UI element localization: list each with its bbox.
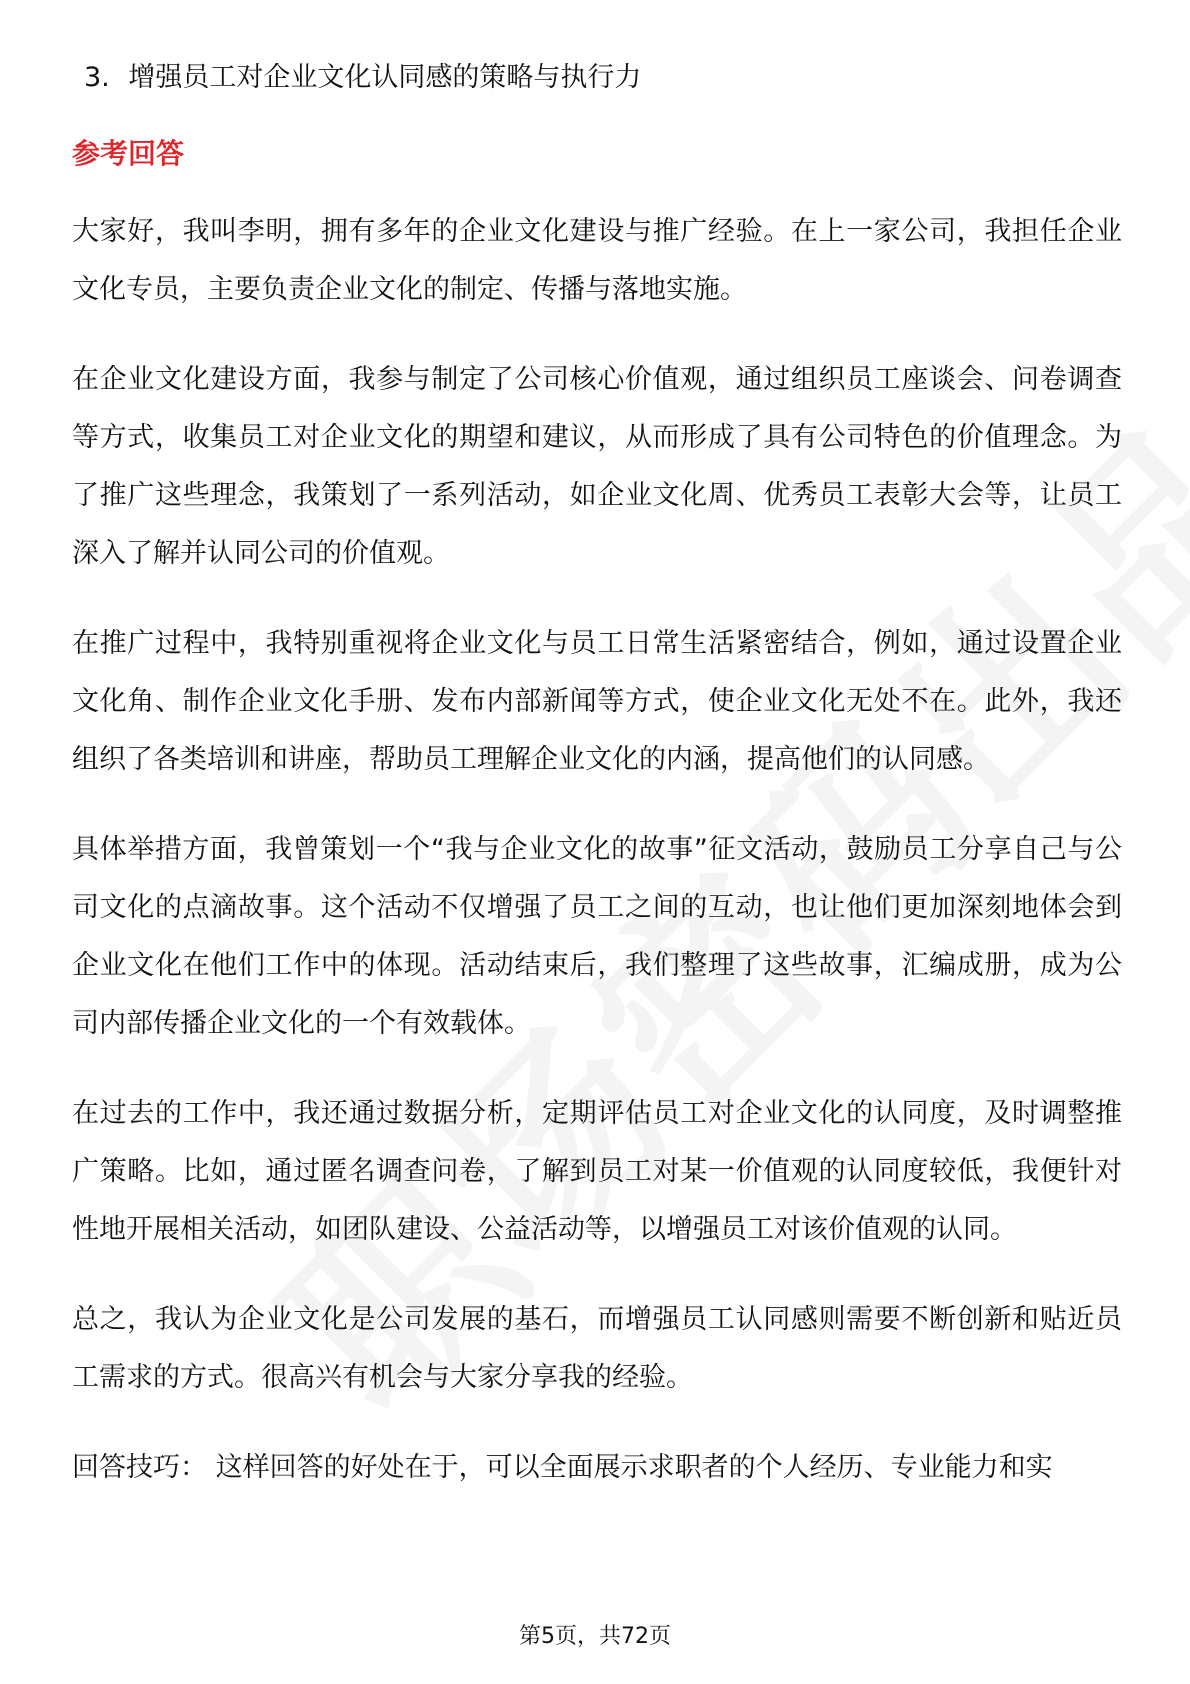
paragraph: 在过去的工作中，我还通过数据分析，定期评估员工对企业文化的认同度，及时调整推广策略。比如，通过匿名调查问卷，了解到员工对某一价值观的认同度较低，我便针对性地开展相关活动，如团队建设、公益活动等，以增强员工对该价值观的认同。 — [72, 1098, 1122, 1245]
paragraph: 在企业文化建设方面，我参与制定了公司核心价值观，通过组织员工座谈会、问卷调查等方式，收集员工对企业文化的期望和建议，从而形成了具有公司特色的价值理念。为了推广这些理念，我策划了一系列活动，如企业文化周、优秀员工表彰大会等，让员工深入了解并认同公司的价值观。 — [72, 364, 1122, 569]
answer-body — [72, 203, 1122, 1529]
paragraph: 大家好，我叫李明，拥有多年的企业文化建设与推广经验。在上一家公司，我担任企业文化专员，主要负责企业文化的制定、传播与落地实施。 — [72, 216, 1122, 305]
question-number: 3. — [84, 62, 110, 93]
paragraph: 总之，我认为企业文化是公司发展的基石，而增强员工认同感则需要不断创新和贴近员工需求的方式。很高兴有机会与大家分享我的经验。 — [72, 1304, 1122, 1393]
question-title — [84, 58, 641, 98]
paragraph: 在推广过程中，我特别重视将企业文化与员工日常生活紧密结合，例如，通过设置企业文化角、制作企业文化手册、发布内部新闻等方式，使企业文化无处不在。此外，我还组织了各类培训和讲座，帮助员工理解企业文化的内涵，提高他们的认同感。 — [72, 628, 1122, 775]
paragraph: 具体举措方面，我曾策划一个“我与企业文化的故事”征文活动，鼓励员工分享自己与公司文化的点滴故事。这个活动不仅增强了员工之间的互动，也让他们更加深刻地体会到企业文化在他们工作中的体现。活动结束后，我们整理了这些故事，汇编成册，成为公司内部传播企业文化的一个有效载体。 — [72, 834, 1122, 1039]
answer-tips: 回答技巧： 这样回答的好处在于，可以全面展示求职者的个人经历、专业能力和实 — [72, 1452, 1053, 1483]
answer-heading: 参考回答 — [72, 137, 185, 170]
question-text: 增强员工对企业文化认同感的策略与执行力 — [128, 62, 642, 93]
page-number: 第5页，共72页 — [519, 1624, 671, 1649]
